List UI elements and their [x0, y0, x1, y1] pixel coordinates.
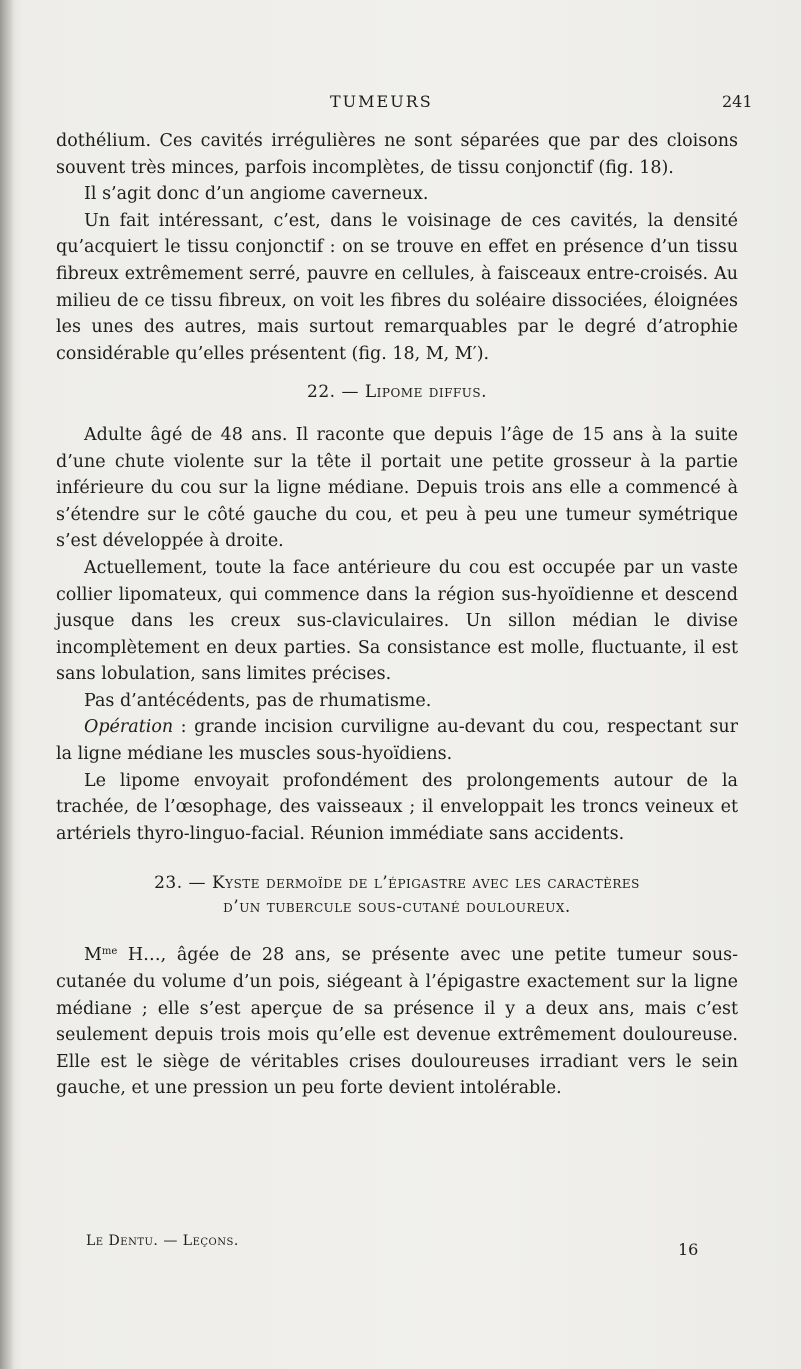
paragraph: Adulte âgé de 48 ans. Il raconte que depuis l’âge de 15 ans à la suite d’une chute violente sur la tête il portait une petite grosseur à la partie inférieure du cou sur la ligne médiane. Depuis trois ans elle a commencé à s’étendre sur le côté gauche du cou, et peu à peu une tumeur symétrique s’est développée à droite.: [56, 424, 738, 552]
heading-line-1: 23. — Kyste dermoïde de l’épigastre avec les caractères: [154, 873, 640, 894]
footer-signature: Le Dentu. — Leçons.: [86, 1233, 239, 1249]
paragraph: Il s’agit donc d’un angiome caverneux.: [84, 184, 429, 205]
paragraph-operation: [56, 714, 738, 767]
sheet-signature-mark: 16: [678, 1240, 699, 1259]
running-title: TUMEURS: [330, 92, 433, 111]
title-superscript: me: [101, 946, 118, 958]
section-heading-22: 22. — Lipome diffus.: [307, 382, 487, 403]
operation-label: Opération: [84, 717, 174, 738]
paragraph-continuation: dothélium. Ces cavités irrégulières ne sont séparées que par des cloisons souvent très minces, parfois incomplètes, de tissu conjonctif (fig. 18).: [56, 131, 738, 178]
footer: [86, 1233, 716, 1255]
paragraph-case: [56, 939, 738, 1102]
case-text: H…, âgée de 28 ans, se présente avec une petite tumeur sous-cutanée du volume d’un pois, siégeant à l’épigastre exactement sur la ligne médiane ; elle s’est aperçue de sa présence il y a deux ans, mais c’est seulement depuis trois mois qu’elle est devenue extrêmement douloureuse. Elle est le siège de véritables crises douloureuses irradiant vers le sein gauche, et une pression un peu forte devient intolérable.: [56, 945, 738, 1099]
heading-line-2: d’un tubercule sous-cutané douloureux.: [223, 897, 571, 918]
body-text: [56, 128, 738, 1102]
section-heading-23: [56, 871, 738, 919]
binding-gutter-shadow: [0, 0, 14, 1369]
title-prefix: M: [84, 945, 102, 966]
paragraph: Le lipome envoyait profondément des prolongements autour de la trachée, de l’œsophage, des vaisseaux ; il enveloppait les troncs veineux et artériels thyro-linguo-facial. Réunion immédiate sans accidents.: [56, 770, 738, 844]
paragraph: Actuellement, toute la face antérieure du cou est occupée par un vaste collier lipomateux, qui commence dans la région sus-hyoïdienne et descend jusque dans les creux sus-claviculaires. Un sillon médian le divise incomplètement en deux parties. Sa consistance est molle, fluctuante, il est sans lobulation, sans limites précises.: [56, 557, 738, 685]
paragraph: Pas d’antécédents, pas de rhumatisme.: [84, 690, 432, 711]
running-head: [0, 92, 801, 112]
operation-text: : grande incision curviligne au-devant du cou, respectant sur la ligne médiane les muscles sous-hyoïdiens.: [56, 717, 738, 765]
page-number: 241: [722, 92, 753, 111]
paragraph: Un fait intéressant, c’est, dans le voisinage de ces cavités, la densité qu’acquiert le tissu conjonctif : on se trouve en effet en présence d’un tissu fibreux extrêmement serré, pauvre en cellules, à faisceaux entre-croisés. Au milieu de ce tissu fibreux, on voit les fibres du soléaire dissociées, éloignées les unes des autres, mais surtout remarquables par le degré d’atrophie considérable qu’elles présentent (fig. 18, M, M′).: [56, 210, 738, 364]
